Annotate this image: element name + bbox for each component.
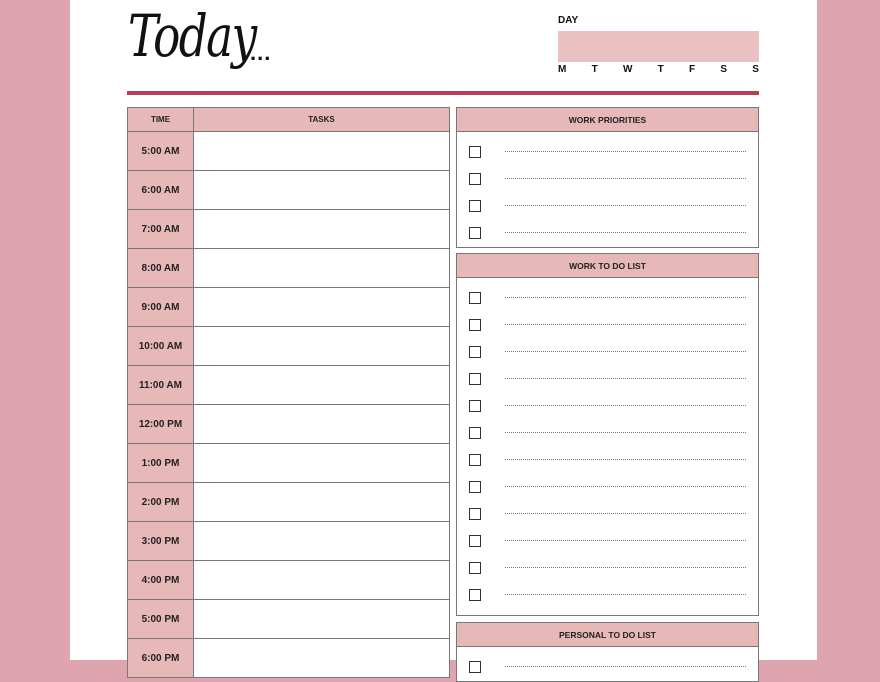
time-slot-label: 7:00 AM: [128, 210, 194, 249]
task-cell[interactable]: [194, 483, 450, 522]
checkbox[interactable]: [469, 373, 481, 385]
checklist-item: [457, 554, 758, 581]
checklist-item: [457, 500, 758, 527]
schedule-row: [128, 132, 450, 171]
schedule-row: [128, 561, 450, 600]
time-slot-label: 9:00 AM: [128, 288, 194, 327]
checkbox[interactable]: [469, 292, 481, 304]
schedule-row: [128, 522, 450, 561]
dotted-entry-line[interactable]: [505, 513, 746, 514]
dotted-entry-line[interactable]: [505, 594, 746, 595]
checklist-item: [457, 338, 758, 365]
day-label: DAY: [558, 15, 579, 26]
checklist-item: [457, 192, 758, 219]
schedule-row: [128, 171, 450, 210]
checkbox[interactable]: [469, 319, 481, 331]
task-cell[interactable]: [194, 288, 450, 327]
checklist-item: [457, 446, 758, 473]
dotted-entry-line[interactable]: [505, 486, 746, 487]
personal-todo-title: PERSONAL TO DO LIST: [457, 623, 758, 647]
title-ellipsis: ...: [250, 40, 272, 65]
time-slot-label: 12:00 PM: [128, 405, 194, 444]
task-cell[interactable]: [194, 366, 450, 405]
checklist-item: [457, 365, 758, 392]
day-input[interactable]: [558, 31, 759, 62]
checkbox[interactable]: [469, 427, 481, 439]
work-todo-panel: [456, 253, 759, 616]
checkbox[interactable]: [469, 454, 481, 466]
work-todo-list: [457, 278, 758, 608]
personal-todo-list: [457, 647, 758, 680]
dotted-entry-line[interactable]: [505, 324, 746, 325]
weekday-wed[interactable]: W: [622, 64, 633, 75]
weekday-fri[interactable]: F: [689, 64, 696, 75]
task-cell[interactable]: [194, 561, 450, 600]
checkbox[interactable]: [469, 589, 481, 601]
time-slot-label: 6:00 AM: [128, 171, 194, 210]
task-cell[interactable]: [194, 444, 450, 483]
time-slot-label: 1:00 PM: [128, 444, 194, 483]
work-todo-title: WORK TO DO LIST: [457, 254, 758, 278]
checkbox[interactable]: [469, 146, 481, 158]
planner-page: [70, 0, 817, 664]
schedule-row: [128, 639, 450, 678]
weekday-mon[interactable]: M: [558, 64, 567, 75]
task-cell[interactable]: [194, 132, 450, 171]
checkbox[interactable]: [469, 661, 481, 673]
task-cell[interactable]: [194, 522, 450, 561]
checkbox[interactable]: [469, 535, 481, 547]
checklist-item: [457, 527, 758, 554]
checkbox[interactable]: [469, 227, 481, 239]
schedule-row: [128, 210, 450, 249]
time-slot-label: 3:00 PM: [128, 522, 194, 561]
dotted-entry-line[interactable]: [505, 232, 746, 233]
dotted-entry-line[interactable]: [505, 405, 746, 406]
schedule-row: [128, 444, 450, 483]
weekday-sat[interactable]: S: [720, 64, 728, 75]
checkbox[interactable]: [469, 200, 481, 212]
time-slot-label: 10:00 AM: [128, 327, 194, 366]
checkbox[interactable]: [469, 481, 481, 493]
schedule-row: [128, 249, 450, 288]
weekday-selector: [558, 64, 759, 75]
checklist-item: [457, 219, 758, 246]
time-slot-label: 2:00 PM: [128, 483, 194, 522]
schedule-row: [128, 483, 450, 522]
weekday-sun[interactable]: S: [752, 64, 759, 75]
dotted-entry-line[interactable]: [505, 178, 746, 179]
checklist-item: [457, 581, 758, 608]
schedule-row: [128, 405, 450, 444]
weekday-tue[interactable]: T: [591, 64, 598, 75]
work-priorities-list: [457, 132, 758, 246]
task-cell[interactable]: [194, 327, 450, 366]
work-priorities-panel: [456, 107, 759, 248]
checklist-item: [457, 165, 758, 192]
dotted-entry-line[interactable]: [505, 205, 746, 206]
checklist-item: [457, 284, 758, 311]
schedule-row: [128, 366, 450, 405]
dotted-entry-line[interactable]: [505, 459, 746, 460]
time-slot-label: 5:00 PM: [128, 600, 194, 639]
checklist-item: [457, 311, 758, 338]
task-cell[interactable]: [194, 249, 450, 288]
checklist-item: [457, 392, 758, 419]
dotted-entry-line[interactable]: [505, 567, 746, 568]
checklist-item: [457, 653, 758, 680]
time-slot-label: 4:00 PM: [128, 561, 194, 600]
task-cell[interactable]: [194, 210, 450, 249]
checkbox[interactable]: [469, 508, 481, 520]
dotted-entry-line[interactable]: [505, 540, 746, 541]
personal-todo-panel: [456, 622, 759, 682]
task-cell[interactable]: [194, 600, 450, 639]
checkbox[interactable]: [469, 346, 481, 358]
schedule-row: [128, 327, 450, 366]
checkbox[interactable]: [469, 173, 481, 185]
time-slot-label: 8:00 AM: [128, 249, 194, 288]
schedule-row: [128, 600, 450, 639]
dotted-entry-line[interactable]: [505, 351, 746, 352]
task-cell[interactable]: [194, 171, 450, 210]
time-slot-label: 5:00 AM: [128, 132, 194, 171]
checkbox[interactable]: [469, 400, 481, 412]
dotted-entry-line[interactable]: [505, 666, 746, 667]
dotted-entry-line[interactable]: [505, 378, 746, 379]
time-slot-label: 11:00 AM: [128, 366, 194, 405]
page-title: Today: [128, 2, 256, 70]
checklist-item: [457, 138, 758, 165]
checklist-item: [457, 473, 758, 500]
dotted-entry-line[interactable]: [505, 151, 746, 152]
time-column-header: TIME: [128, 108, 194, 132]
checklist-item: [457, 419, 758, 446]
work-priorities-title: WORK PRIORITIES: [457, 108, 758, 132]
schedule-table: [127, 107, 450, 678]
dotted-entry-line[interactable]: [505, 432, 746, 433]
checkbox[interactable]: [469, 562, 481, 574]
task-cell[interactable]: [194, 405, 450, 444]
divider-rule: [127, 91, 759, 95]
schedule-row: [128, 288, 450, 327]
task-cell[interactable]: [194, 639, 450, 678]
dotted-entry-line[interactable]: [505, 297, 746, 298]
tasks-column-header: TASKS: [194, 108, 450, 132]
time-slot-label: 6:00 PM: [128, 639, 194, 678]
weekday-thu[interactable]: T: [657, 64, 664, 75]
